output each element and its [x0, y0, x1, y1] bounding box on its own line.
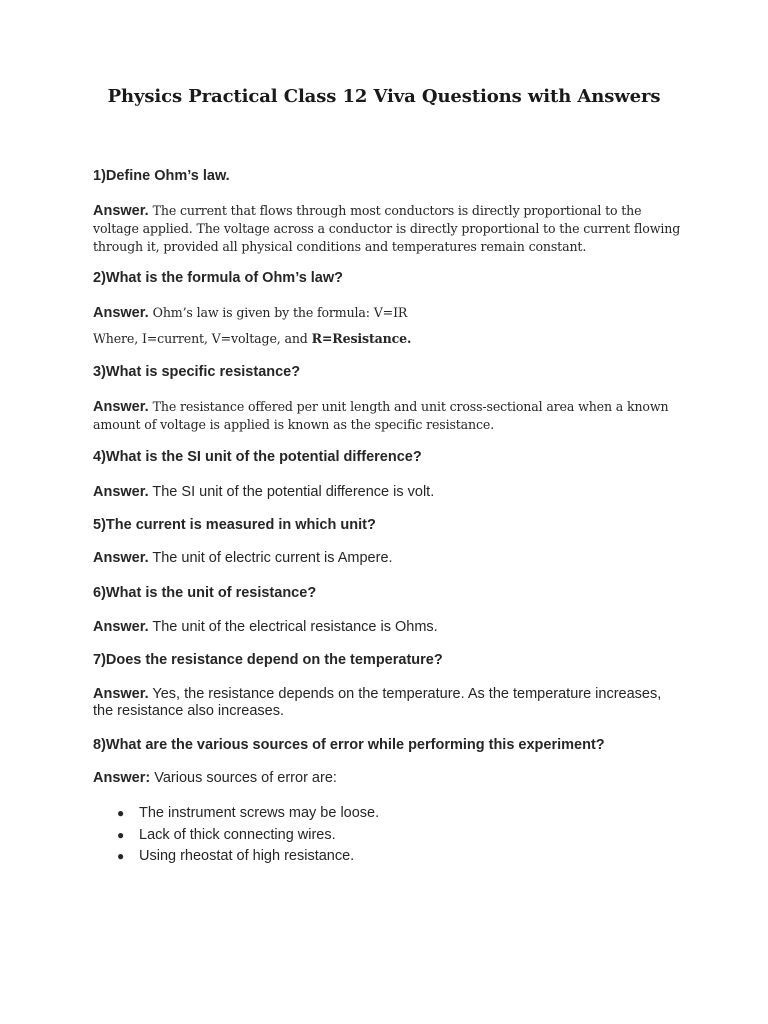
bullet-icon: ● [117, 806, 125, 820]
bullet-icon: ● [117, 849, 125, 863]
answer-6 [93, 619, 683, 636]
answer-6-text: The unit of the electrical resistance is Ohms. [152, 619, 438, 635]
answer-7-text: Yes, the resistance depends on the temperature. As the temperature increases, the resistance also increases. [93, 686, 662, 719]
answer-5 [93, 550, 683, 567]
answer-label: Answer. [93, 686, 149, 702]
list-item-text: Lack of thick connecting wires. [139, 826, 336, 843]
answer-label: Answer: [93, 770, 151, 786]
answer-label: Answer. [93, 203, 149, 219]
question-3: 3)What is specific resistance? [93, 364, 301, 380]
list-item-text: The instrument screws may be loose. [139, 805, 380, 821]
list-item [93, 803, 379, 825]
answer-label: Answer. [93, 305, 149, 321]
question-1: 1)Define Ohm’s law. [93, 168, 230, 184]
answer-1-text: The current that flows through most conductors is directly proportional to the voltage applied. The voltage across a conductor is directly proportional to the current flowing through it, provided all physical conditions and temperatures remain constant. [93, 203, 681, 254]
question-8: 8)What are the various sources of error while performing this experiment? [93, 737, 605, 753]
list-item [93, 846, 379, 868]
question-2: 2)What is the formula of Ohm’s law? [93, 270, 344, 286]
question-5: 5)The current is measured in which unit? [93, 517, 376, 533]
question-7: 7)Does the resistance depend on the temperature? [93, 652, 443, 668]
answer-label: Answer. [93, 550, 149, 566]
answer-7 [93, 686, 683, 720]
answer-label: Answer. [93, 619, 149, 635]
answer-4 [93, 484, 683, 501]
bullet-icon: ● [117, 827, 125, 842]
answer-2-where-bold: R=Resistance. [311, 331, 412, 346]
answer-2-text: Ohm’s law is given by the formula: V=IR [152, 305, 408, 320]
question-4: 4)What is the SI unit of the potential difference? [93, 449, 422, 465]
answer-4-text: The SI unit of the potential difference is volt. [152, 484, 435, 500]
question-6: 6)What is the unit of resistance? [93, 585, 317, 601]
answer-2 [93, 304, 683, 322]
answer-8 [93, 770, 683, 787]
page-title: Physics Practical Class 12 Viva Questions with Answers [107, 86, 661, 107]
answer-5-text: The unit of electric current is Ampere. [152, 550, 393, 566]
answer-3 [93, 398, 683, 434]
answer-label: Answer. [93, 484, 149, 500]
answer-3-text: The resistance offered per unit length and unit cross-sectional area when a known amount of voltage is applied is known as the specific resistance. [93, 399, 669, 432]
list-item [93, 825, 379, 847]
answer-2-where [93, 330, 683, 347]
answer-label: Answer. [93, 399, 149, 415]
answer-2-where-text: Where, I=current, V=voltage, and [93, 331, 308, 346]
error-sources-list [93, 803, 379, 868]
answer-1 [93, 202, 683, 256]
list-item-text: Using rheostat of high resistance. [139, 848, 355, 864]
answer-8-text: Various sources of error are: [154, 770, 337, 786]
